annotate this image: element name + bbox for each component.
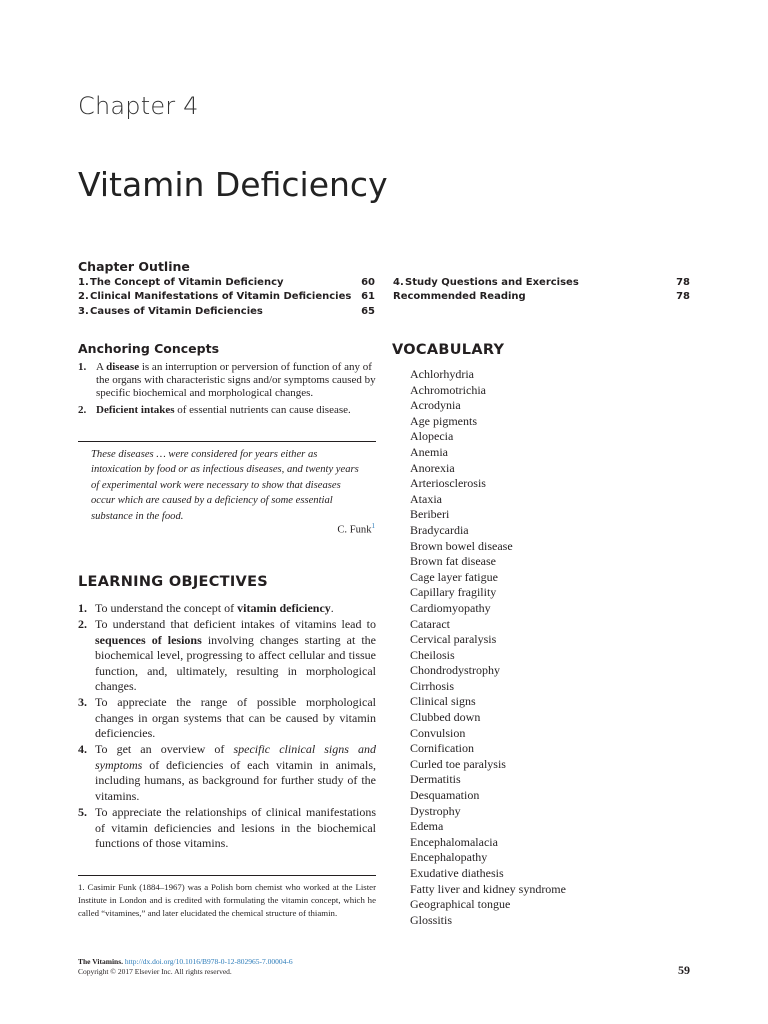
vocabulary-term: Edema xyxy=(410,819,444,834)
vocabulary-term: Cardiomyopathy xyxy=(410,600,491,615)
objective-number: 3. xyxy=(78,695,87,709)
objective-text: To appreciate the relationships of clinical manifestations of vitamin deficiencies and lesions in the biochemical functions of those vitamins. xyxy=(95,805,376,851)
vocabulary-term: Brown bowel disease xyxy=(410,538,513,553)
vocabulary-term: Convulsion xyxy=(410,725,466,740)
vocabulary-term: Chondrodystrophy xyxy=(410,663,500,678)
epigraph-author xyxy=(300,522,375,536)
outline-item-page: 61 xyxy=(361,291,375,302)
vocabulary-term: Clinical signs xyxy=(410,694,476,709)
vocabulary-term: Age pigments xyxy=(410,413,477,428)
objective-term: specific clinical signs and symptoms xyxy=(95,742,377,772)
vocabulary-term: Desquamation xyxy=(410,788,480,803)
outline-item-title: Clinical Manifestations of Vitamin Deficiencies xyxy=(90,291,352,302)
vocabulary-term: Geographical tongue xyxy=(410,897,511,912)
objective-number: 4. xyxy=(78,742,87,756)
learning-objective xyxy=(78,742,376,804)
vocabulary-term: Cheilosis xyxy=(410,647,455,662)
vocabulary-term: Curled toe paralysis xyxy=(410,756,506,771)
outline-item-number: 2. xyxy=(78,291,89,302)
author-name: C. Funk xyxy=(337,524,372,536)
objective-term: vitamin deficiency xyxy=(237,601,331,615)
vocabulary-term: Brown fat disease xyxy=(410,554,496,569)
footer-citation xyxy=(78,957,293,967)
anchoring-text: of essential nutrients can cause disease. xyxy=(174,404,351,416)
vocabulary-term: Achromotrichia xyxy=(410,382,486,397)
outline-item-title: The Concept of Vitamin Deficiency xyxy=(90,277,284,288)
chapter-label: Chapter 4 xyxy=(78,92,199,120)
objective-text: To get an overview of xyxy=(95,742,234,756)
vocabulary-term: Anorexia xyxy=(410,460,455,475)
vocabulary-term: Encephalomalacia xyxy=(410,834,498,849)
vocabulary-term: Exudative diathesis xyxy=(410,866,504,880)
objective-number: 5. xyxy=(78,805,87,819)
objective-text: To understand the concept of xyxy=(95,601,238,615)
footer-journal-name: The Vitamins. xyxy=(78,957,124,966)
objective-text: To understand that deficient intakes of vitamins lead to xyxy=(95,617,376,631)
vocabulary-term: Cervical paralysis xyxy=(410,632,497,647)
objective-term: sequences of lesions xyxy=(95,632,202,647)
learning-objective xyxy=(78,601,376,617)
vocabulary-term: Capillary fragility xyxy=(410,585,497,600)
outline-item-title: Recommended Reading xyxy=(393,291,526,302)
vocabulary-term: Clubbed down xyxy=(410,710,481,725)
vocabulary-term: Bradycardia xyxy=(410,522,469,537)
anchoring-text: is an interruption or perversion of function of any of the organs with characteristic signs and/or symptoms caused by specific biochemical and morphological changes. xyxy=(96,361,376,400)
anchoring-text: A xyxy=(96,361,107,373)
vocabulary-term: Arteriosclerosis xyxy=(410,476,486,491)
vocabulary-term: Glossitis xyxy=(410,912,453,927)
learning-objective xyxy=(78,695,376,742)
vocabulary-term: Acrodynia xyxy=(410,398,461,413)
doi-link[interactable]: http://dx.doi.org/10.1016/B978-0-12-802965-7.00004-6 xyxy=(124,957,293,966)
vocabulary-term: Anemia xyxy=(410,444,448,459)
vocabulary-term: Cirrhosis xyxy=(410,678,455,693)
footer-copyright: Copyright © 2017 Elsevier Inc. All rights reserved. xyxy=(78,967,232,976)
anchoring-heading: Anchoring Concepts xyxy=(78,341,220,356)
anchoring-item-number: 2. xyxy=(78,404,87,416)
outline-item-page: 60 xyxy=(361,277,375,288)
outline-heading: Chapter Outline xyxy=(78,259,190,274)
vocabulary-term: Dermatitis xyxy=(410,772,461,787)
anchoring-item xyxy=(78,361,378,401)
objective-text: . xyxy=(330,601,334,615)
vocabulary-term: Cataract xyxy=(410,616,450,631)
vocabulary-list xyxy=(410,367,566,928)
outline-item-title: Study Questions and Exercises xyxy=(405,277,579,288)
footnote-ref-link[interactable]: 1 xyxy=(371,522,375,530)
outline-item-title: Causes of Vitamin Deficiencies xyxy=(90,306,263,317)
vocabulary-term: Dystrophy xyxy=(410,803,461,818)
vocabulary-term: Beriberi xyxy=(410,507,450,522)
footnote-rule xyxy=(78,875,376,876)
objective-text: involving changes starting at the biochemical level, progressing to affect cellular and tissue function, and, ultimately, resulting in morphological changes. xyxy=(95,632,377,694)
anchoring-term: Deficient intakes xyxy=(96,404,175,416)
learning-objectives-heading: LEARNING OBJECTIVES xyxy=(78,574,269,590)
learning-objective xyxy=(78,617,376,695)
vocabulary-term: Achlorhydria xyxy=(410,367,474,381)
vocabulary-term: Fatty liver and kidney syndrome xyxy=(410,881,566,896)
outline-item-number: 4. xyxy=(393,277,404,288)
anchoring-term: disease xyxy=(106,361,140,373)
vocabulary-term: Cornification xyxy=(410,741,474,756)
vocabulary-term: Encephalopathy xyxy=(410,850,488,865)
epigraph-quote: These diseases … were considered for years either as intoxication by food or as infectious diseases, and twenty years of experimental work were necessary to show that diseases occur which are caused by a deficiency of some essential substance in the food. xyxy=(91,449,359,522)
vocabulary-heading: VOCABULARY xyxy=(392,342,505,358)
objective-text: To appreciate the range of possible morphological changes in organ systems that can be caused by vitamin deficiencies. xyxy=(95,695,376,741)
vocabulary-term: Ataxia xyxy=(410,491,442,506)
anchoring-item-number: 1. xyxy=(78,361,87,373)
outline-item-page: 65 xyxy=(361,306,375,317)
objective-number: 2. xyxy=(78,617,87,631)
outline-item-number: 3. xyxy=(78,306,89,317)
outline-item-page: 78 xyxy=(676,291,690,302)
footnote: 1. Casimir Funk (1884–1967) was a Polish born chemist who worked at the Lister Institute in London and is credited with formulating the vitamin concept, which he called “vitamines,” and later elucidated the chemical structure of thiamin. xyxy=(78,882,376,918)
page-number: 59 xyxy=(678,963,690,977)
outline-item-number: 1. xyxy=(78,277,89,288)
vocabulary-term: Cage layer fatigue xyxy=(410,569,498,584)
chapter-title: Vitamin Deficiency xyxy=(78,165,388,204)
outline-item-page: 78 xyxy=(676,277,690,288)
anchoring-item xyxy=(78,404,378,417)
objective-text: of deficiencies of each vitamin in animals, including humans, as background for further study of the vitamins. xyxy=(95,757,376,803)
vocabulary-term: Alopecia xyxy=(410,429,454,444)
objective-number: 1. xyxy=(78,601,87,615)
quote-rule xyxy=(78,441,376,442)
learning-objective xyxy=(78,805,376,852)
